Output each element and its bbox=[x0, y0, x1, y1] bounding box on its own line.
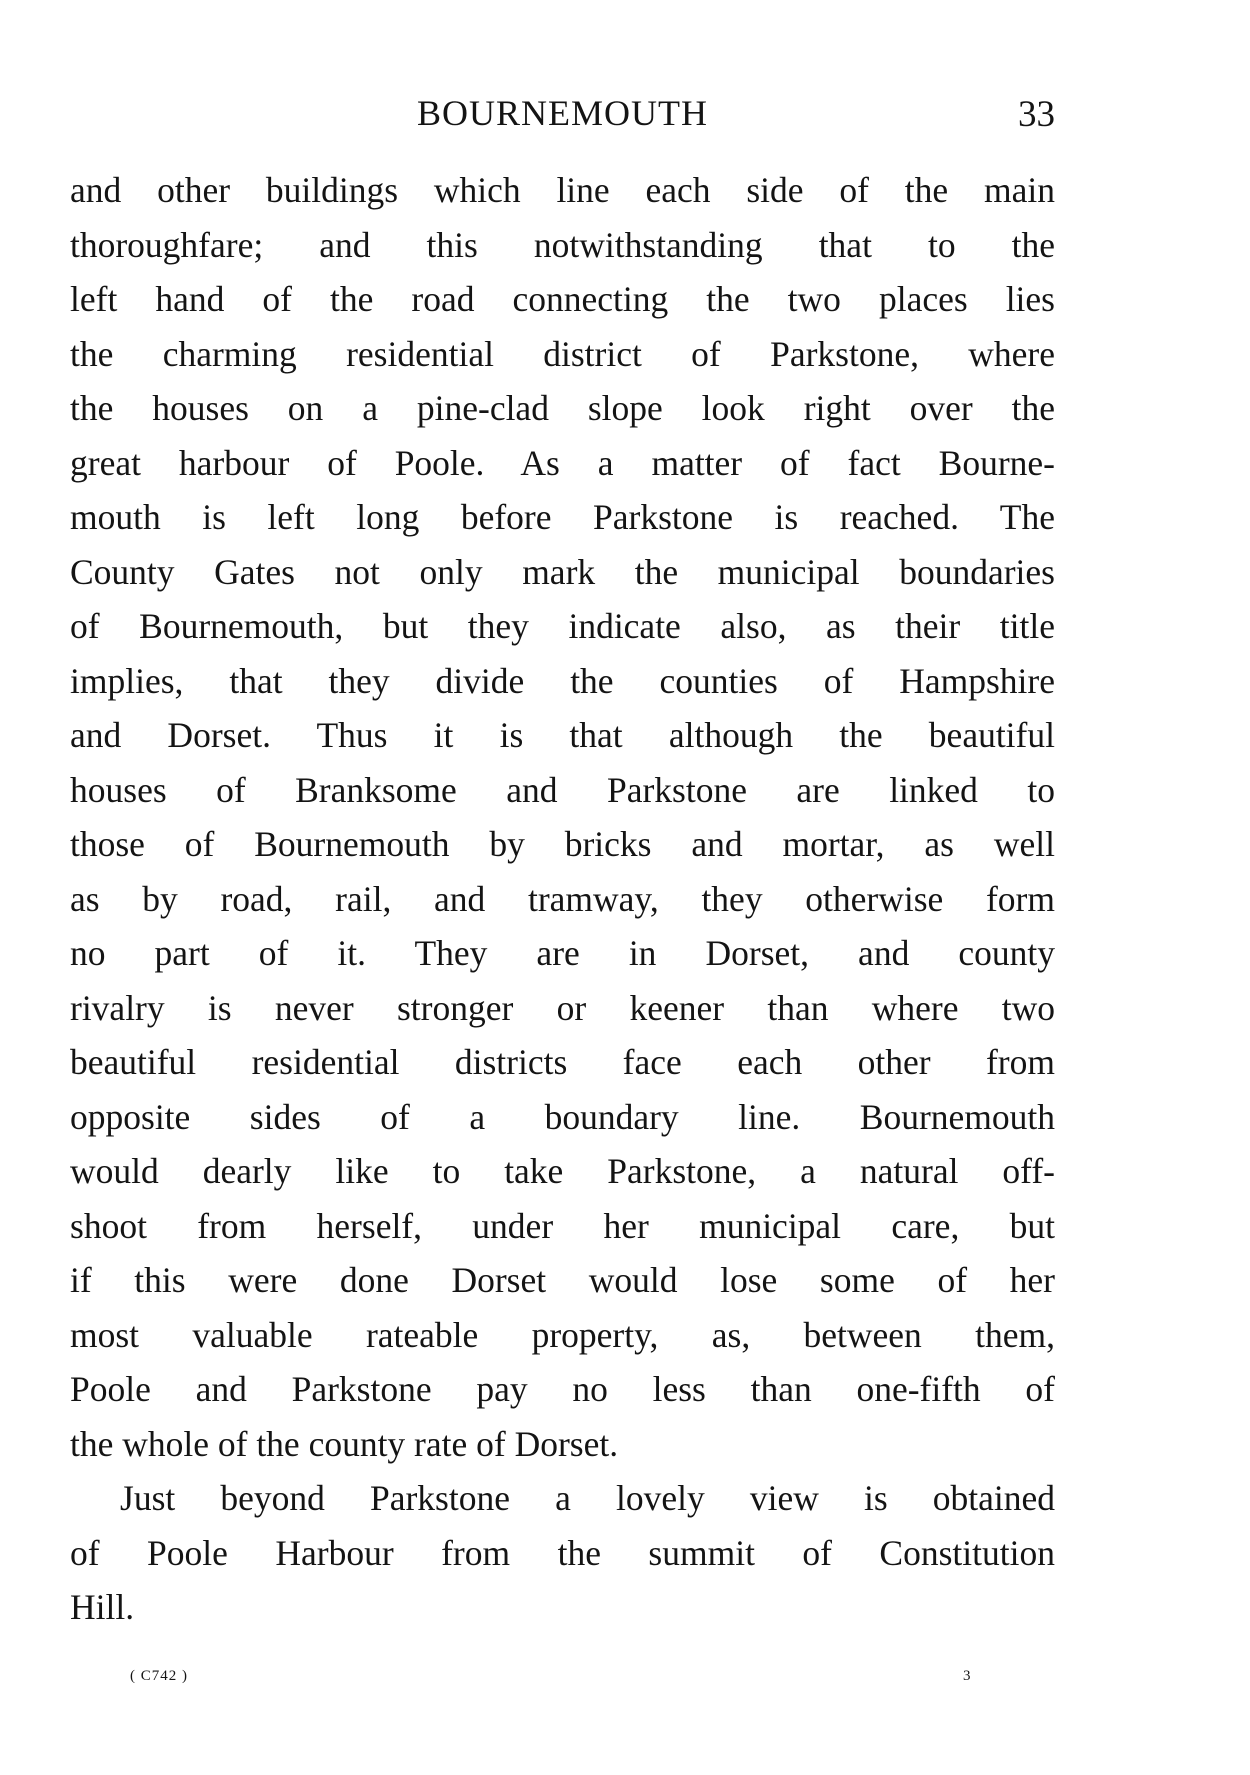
text-line: no part of it. They are in Dorset, and county bbox=[70, 933, 1055, 973]
printer-signature: ( C742 ) bbox=[130, 1668, 188, 1684]
text-line: opposite sides of a boundary line. Bournemouth bbox=[70, 1096, 1055, 1137]
text-line: Hill. bbox=[70, 1587, 135, 1627]
text-line: beautiful residential districts face each other from bbox=[70, 1042, 1055, 1082]
text-line: shoot from herself, under her municipal care, but bbox=[70, 1205, 1055, 1246]
running-head bbox=[70, 93, 1055, 143]
text-line: Just beyond Parkstone a lovely view is obtained bbox=[120, 1478, 1055, 1518]
page-number: 33 bbox=[1018, 94, 1055, 135]
text-line: of Poole Harbour from the summit of Constitution bbox=[70, 1532, 1055, 1573]
text-line: County Gates not only mark the municipal boundaries bbox=[70, 551, 1055, 592]
text-line: thoroughfare; and this notwithstanding that to the bbox=[70, 224, 1055, 265]
running-title: BOURNEMOUTH bbox=[416, 93, 708, 133]
text-line: the charming residential district of Parkstone, where bbox=[70, 333, 1055, 374]
text-line: implies, that they divide the counties of Hampshire bbox=[70, 660, 1055, 701]
text-line: left hand of the road connecting the two places lies bbox=[70, 279, 1055, 319]
body-text bbox=[70, 163, 1055, 1635]
text-line: if this were done Dorset would lose some of her bbox=[70, 1260, 1055, 1300]
text-line: houses of Branksome and Parkstone are linked to bbox=[70, 769, 1055, 810]
text-line: rivalry is never stronger or keener than where two bbox=[70, 987, 1055, 1028]
text-line: those of Bournemouth by bricks and mortar, as well bbox=[70, 824, 1055, 864]
text-line: Poole and Parkstone pay no less than one-fifth of bbox=[70, 1369, 1055, 1409]
text-line: the houses on a pine-clad slope look right over the bbox=[70, 388, 1055, 428]
text-line: and other buildings which line each side of the main bbox=[70, 170, 1055, 210]
text-line: and Dorset. Thus it is that although the beautiful bbox=[70, 715, 1055, 755]
text-line: mouth is left long before Parkstone is reached. The bbox=[70, 497, 1055, 537]
text-line: would dearly like to take Parkstone, a natural off- bbox=[70, 1151, 1055, 1191]
text-line: of Bournemouth, but they indicate also, as their title bbox=[70, 606, 1055, 646]
text-line: the whole of the county rate of Dorset. bbox=[70, 1423, 619, 1464]
sheet-signature: 3 bbox=[963, 1668, 971, 1684]
text-line: as by road, rail, and tramway, they otherwise form bbox=[70, 878, 1055, 919]
text-line: great harbour of Poole. As a matter of fact Bourne- bbox=[70, 442, 1055, 483]
text-line: most valuable rateable property, as, between them, bbox=[70, 1314, 1055, 1355]
